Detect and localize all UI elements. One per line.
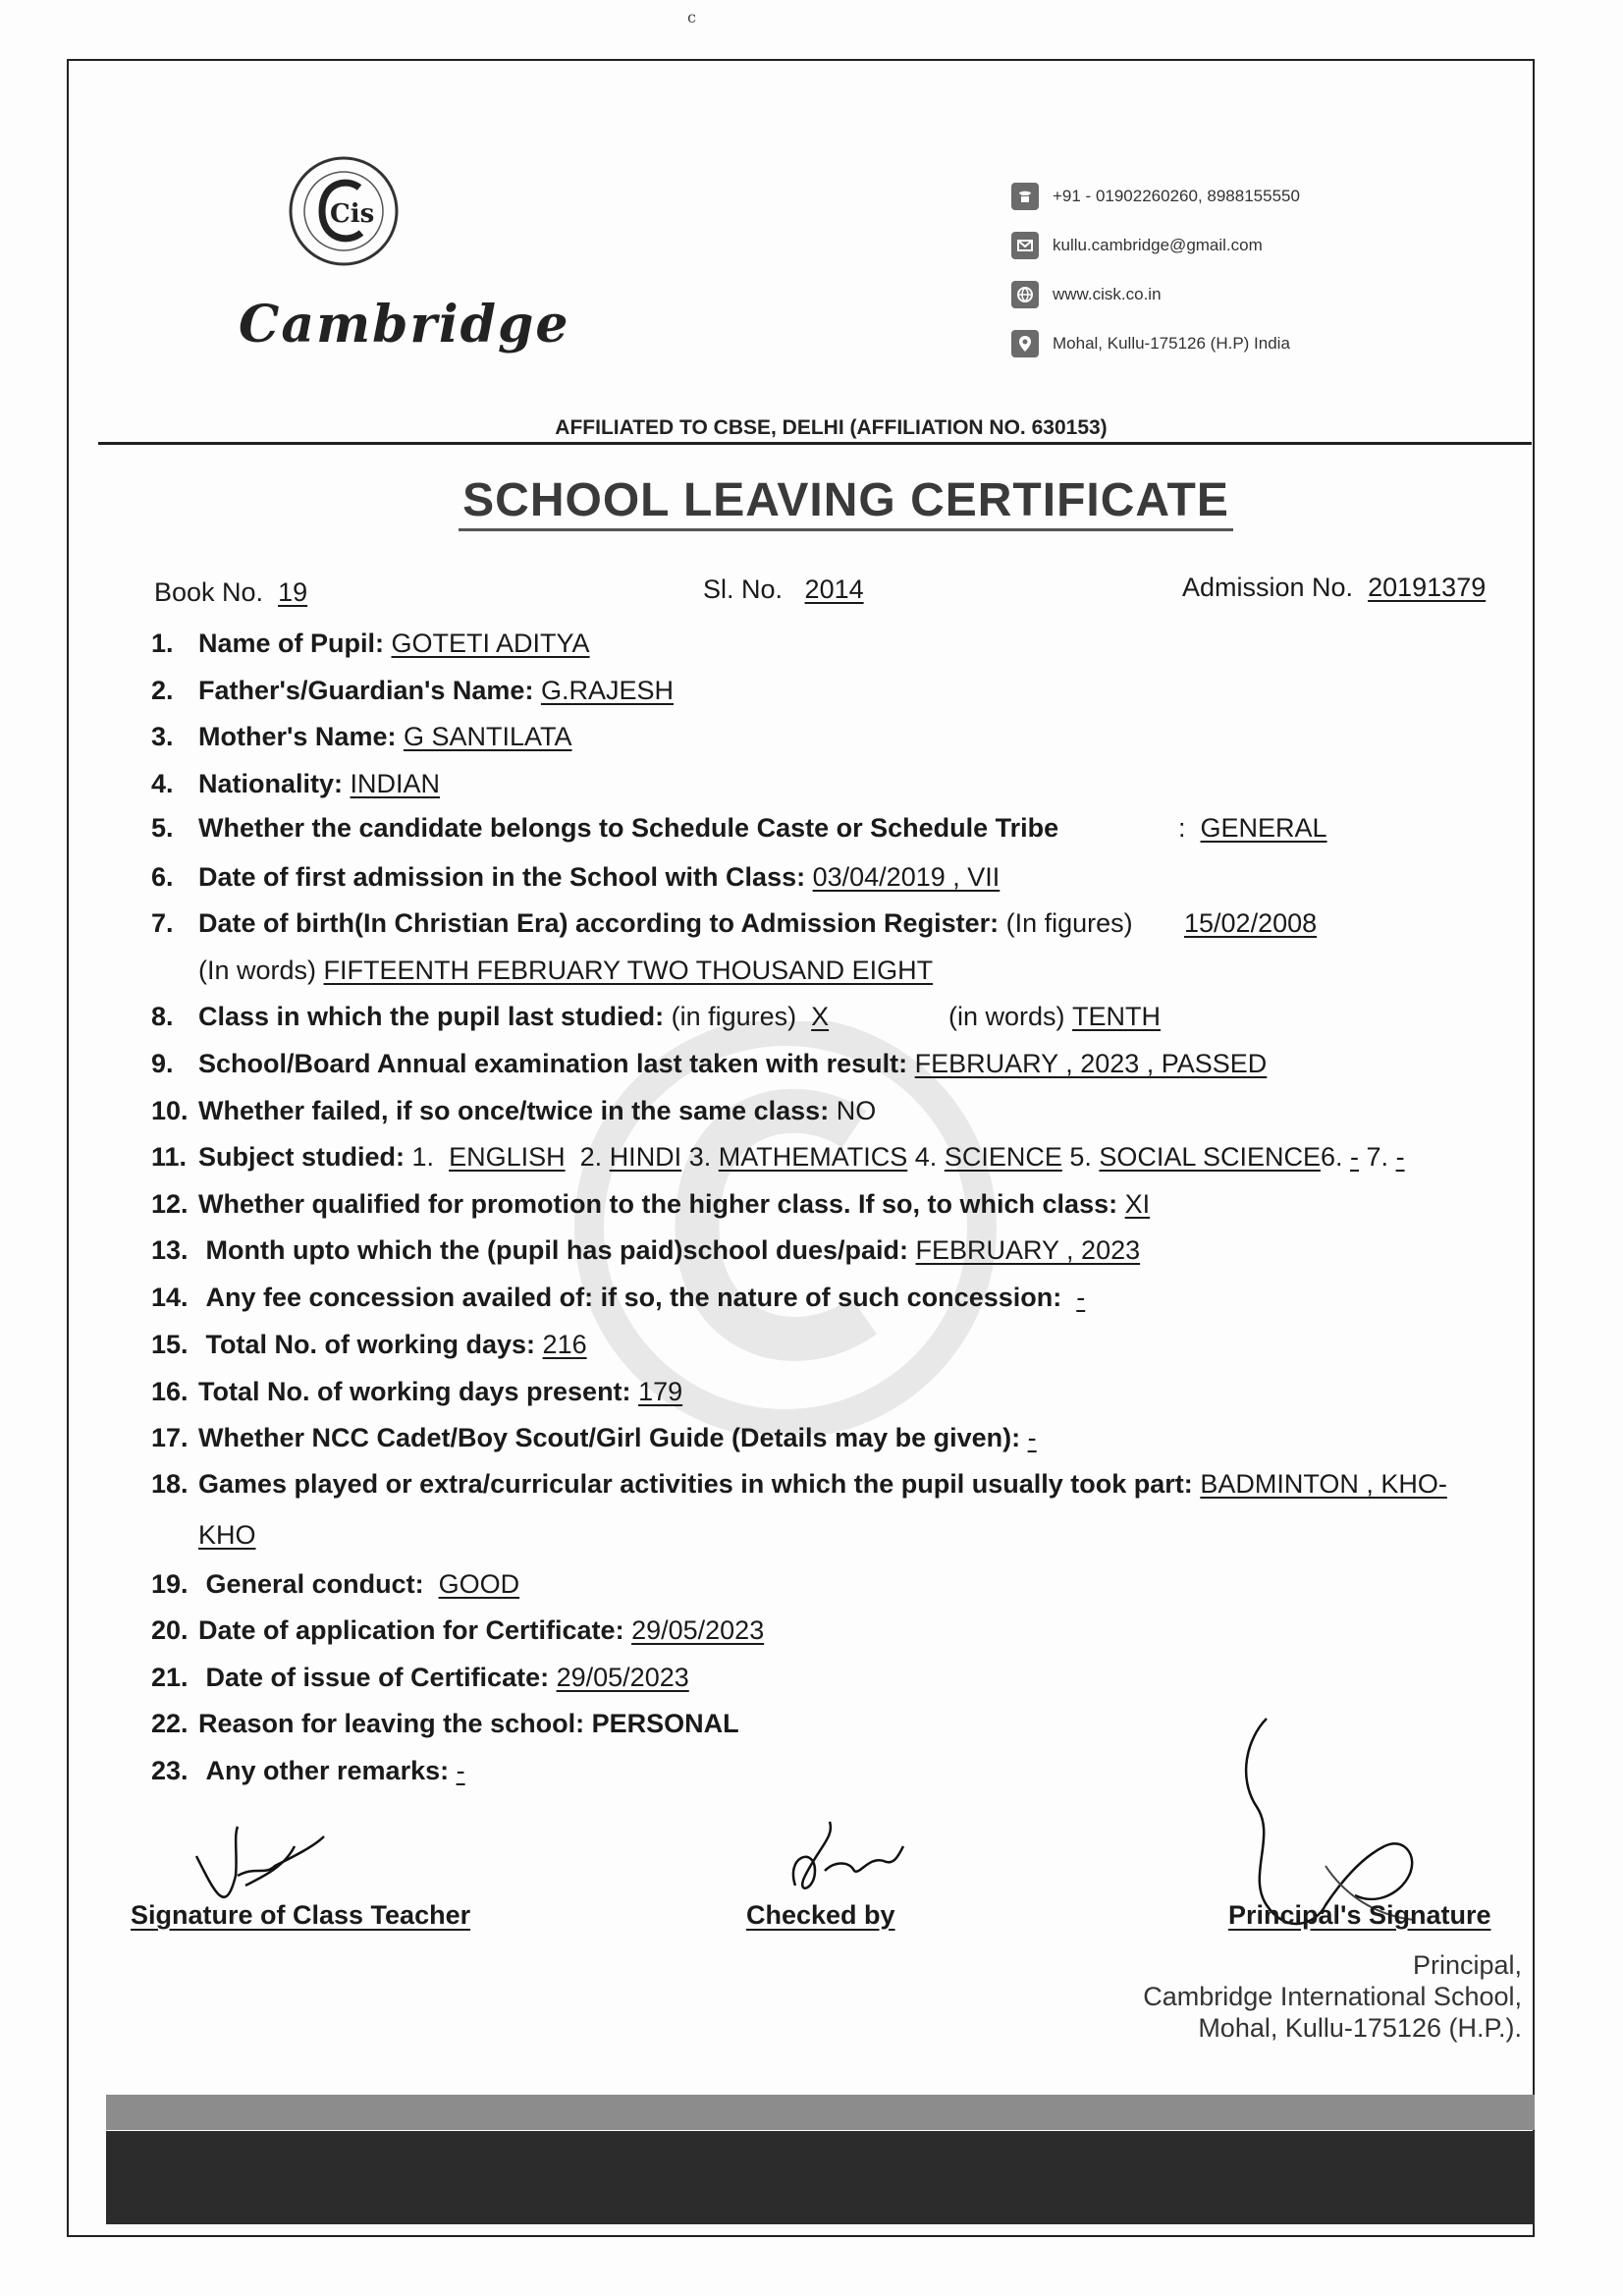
logo-initials: Cis — [330, 199, 375, 229]
games-value-continued: KHO — [198, 1520, 256, 1550]
item-promotion: 12. Whether qualified for promotion to the higher class. If so, to which class: XI — [151, 1189, 1151, 1219]
dob-words-value: FIFTEENTH FEBRUARY TWO THOUSAND EIGHT — [323, 956, 934, 985]
leaving-reason-value: PERSONAL — [591, 1709, 739, 1738]
item-failed: 10. Whether failed, if so once/twice in the same class: NO — [151, 1096, 877, 1125]
issue-date-value: 29/05/2023 — [556, 1663, 689, 1692]
item-name-of-pupil: 1. Name of Pupil: GOTETI ADITYA — [151, 629, 590, 658]
last-class-words-value: TENTH — [1072, 1002, 1162, 1031]
subject-3: MATHEMATICS — [718, 1142, 908, 1172]
item-days-present: 16. Total No. of working days present: 179 — [151, 1377, 683, 1406]
item-date-of-birth: 7. Date of birth(In Christian Era) according to Admission Register: (In figures) 15/02/2008 — [151, 908, 1318, 938]
last-exam-value: FEBRUARY , 2023 , PASSED — [914, 1049, 1268, 1078]
ncc-value: - — [1027, 1423, 1037, 1452]
item-conduct: 19. General conduct: GOOD — [151, 1569, 520, 1599]
book-number: Book No. 19 — [154, 577, 308, 607]
mail-icon — [1011, 232, 1039, 259]
item-ncc: 17. Whether NCC Cadet/Boy Scout/Girl Guide (Details may be given): - — [151, 1423, 1037, 1452]
admission-number-value: 20191379 — [1368, 573, 1487, 602]
header-rule — [98, 442, 1532, 445]
certificate-title: SCHOOL LEAVING CERTIFICATE — [0, 473, 1623, 527]
dob-figures-value: 15/02/2008 — [1184, 908, 1318, 938]
last-class-figures-value: X — [811, 1002, 830, 1031]
item-games: 18. Games played or extra/curricular activities in which the pupil usually took part: BADMINTON , KHO- — [151, 1469, 1447, 1499]
checked-by-label: Checked by — [746, 1900, 895, 1930]
item-issue-date: 21. Date of issue of Certificate: 29/05/2023 — [151, 1663, 689, 1692]
games-value: BADMINTON , KHO- — [1200, 1469, 1447, 1499]
location-pin-icon — [1011, 330, 1039, 357]
class-teacher-signature-label: Signature of Class Teacher — [131, 1900, 471, 1930]
item-working-days: 15. Total No. of working days: 216 — [151, 1330, 587, 1359]
logo-wordmark: Cambridge — [239, 295, 570, 355]
principal-stamp: Principal, Cambridge International School, Mohal, Kullu-175126 (H.P.). — [1143, 1950, 1522, 2043]
pupil-name-value: GOTETI ADITYA — [391, 629, 590, 658]
item-caste: 5. Whether the candidate belongs to Schedule Caste or Schedule Tribe : GENERAL — [151, 813, 1327, 843]
subject-7: - — [1395, 1142, 1405, 1172]
subject-2: HINDI — [609, 1142, 682, 1172]
serial-number-value: 2014 — [804, 574, 864, 604]
contact-phone-text: +91 - 01902260260, 8988155550 — [1053, 187, 1300, 205]
contact-phone — [1011, 172, 1404, 221]
item-subjects: 11. Subject studied: 1. ENGLISH 2. HINDI 3. MATHEMATICS 4. SCIENCE 5. SOCIAL SCIENCE6. - 7. - — [151, 1142, 1405, 1172]
subject-5: SOCIAL SCIENCE — [1099, 1142, 1321, 1172]
father-name-value: G.RAJESH — [540, 676, 674, 705]
book-number-value: 19 — [278, 577, 308, 607]
caste-value: GENERAL — [1200, 813, 1327, 843]
item-games-continued — [198, 1520, 1543, 1551]
contact-email-text[interactable]: kullu.cambridge@gmail.com — [1053, 236, 1263, 254]
watermark-seal-icon — [550, 1021, 1021, 1434]
item-last-exam: 9. School/Board Annual examination last taken with result: FEBRUARY , 2023 , PASSED — [151, 1049, 1268, 1078]
phone-icon — [1011, 183, 1039, 210]
contact-website-text[interactable]: www.cisk.co.in — [1053, 285, 1162, 303]
item-nationality: 4. Nationality: INDIAN — [151, 769, 441, 798]
serial-number: Sl. No. 2014 — [703, 574, 864, 604]
mother-name-value: G SANTILATA — [403, 722, 572, 751]
subject-6: - — [1350, 1142, 1360, 1172]
item-father-name: 2. Father's/Guardian's Name: G.RAJESH — [151, 676, 674, 705]
school-logo — [167, 93, 570, 358]
affiliation-line: AFFILIATED TO CBSE, DELHI (AFFILIATION NO. 630153) — [555, 416, 1108, 439]
working-days-value: 216 — [542, 1330, 587, 1359]
principal-signature-label: Principal's Signature — [1228, 1900, 1491, 1930]
subject-1: ENGLISH — [449, 1142, 566, 1172]
item-dues-paid: 13. Month upto which the (pupil has paid)school dues/paid: FEBRUARY , 2023 — [151, 1235, 1141, 1265]
failed-value: NO — [836, 1096, 877, 1125]
conduct-value: GOOD — [438, 1569, 520, 1599]
item-fee-concession: 14. Any fee concession availed of: if so, the nature of such concession: - — [151, 1283, 1086, 1312]
remarks-value: - — [456, 1756, 465, 1785]
item-application-date: 20. Date of application for Certificate: 29/05/2023 — [151, 1615, 765, 1645]
globe-icon — [1011, 281, 1039, 308]
page-mark: c — [687, 8, 696, 27]
nationality-value: INDIAN — [350, 769, 441, 798]
item-remarks: 23. Any other remarks: - — [151, 1756, 465, 1785]
item-last-class: 8. Class in which the pupil last studied: (in figures) X (in words) TENTH — [151, 1002, 1162, 1031]
days-present-value: 179 — [638, 1377, 683, 1406]
subject-4: SCIENCE — [944, 1142, 1062, 1172]
contact-address-text: Mohal, Kullu-175126 (H.P) India — [1053, 334, 1290, 353]
contact-email — [1011, 221, 1404, 270]
item-dob-words: (In words) FIFTEENTH FEBRUARY TWO THOUSAND EIGHT — [198, 956, 934, 985]
item-first-admission: 6. Date of first admission in the School with Class: 03/04/2019 , VII — [151, 862, 1001, 892]
promotion-value: XI — [1124, 1189, 1151, 1219]
footer-band-dark — [106, 2131, 1535, 2224]
footer-band-light — [106, 2095, 1535, 2130]
contact-address — [1011, 319, 1404, 368]
admission-number: Admission No. 20191379 — [1182, 573, 1487, 602]
dues-paid-value: FEBRUARY , 2023 — [915, 1235, 1141, 1265]
item-mother-name: 3. Mother's Name: G SANTILATA — [151, 722, 572, 751]
fee-concession-value: - — [1076, 1283, 1086, 1312]
item-leaving-reason: 22. Reason for leaving the school: PERSONAL — [151, 1709, 739, 1738]
first-admission-value: 03/04/2019 , VII — [812, 862, 1001, 892]
application-date-value: 29/05/2023 — [631, 1615, 765, 1645]
contact-website — [1011, 270, 1404, 319]
contact-block — [1011, 172, 1404, 368]
